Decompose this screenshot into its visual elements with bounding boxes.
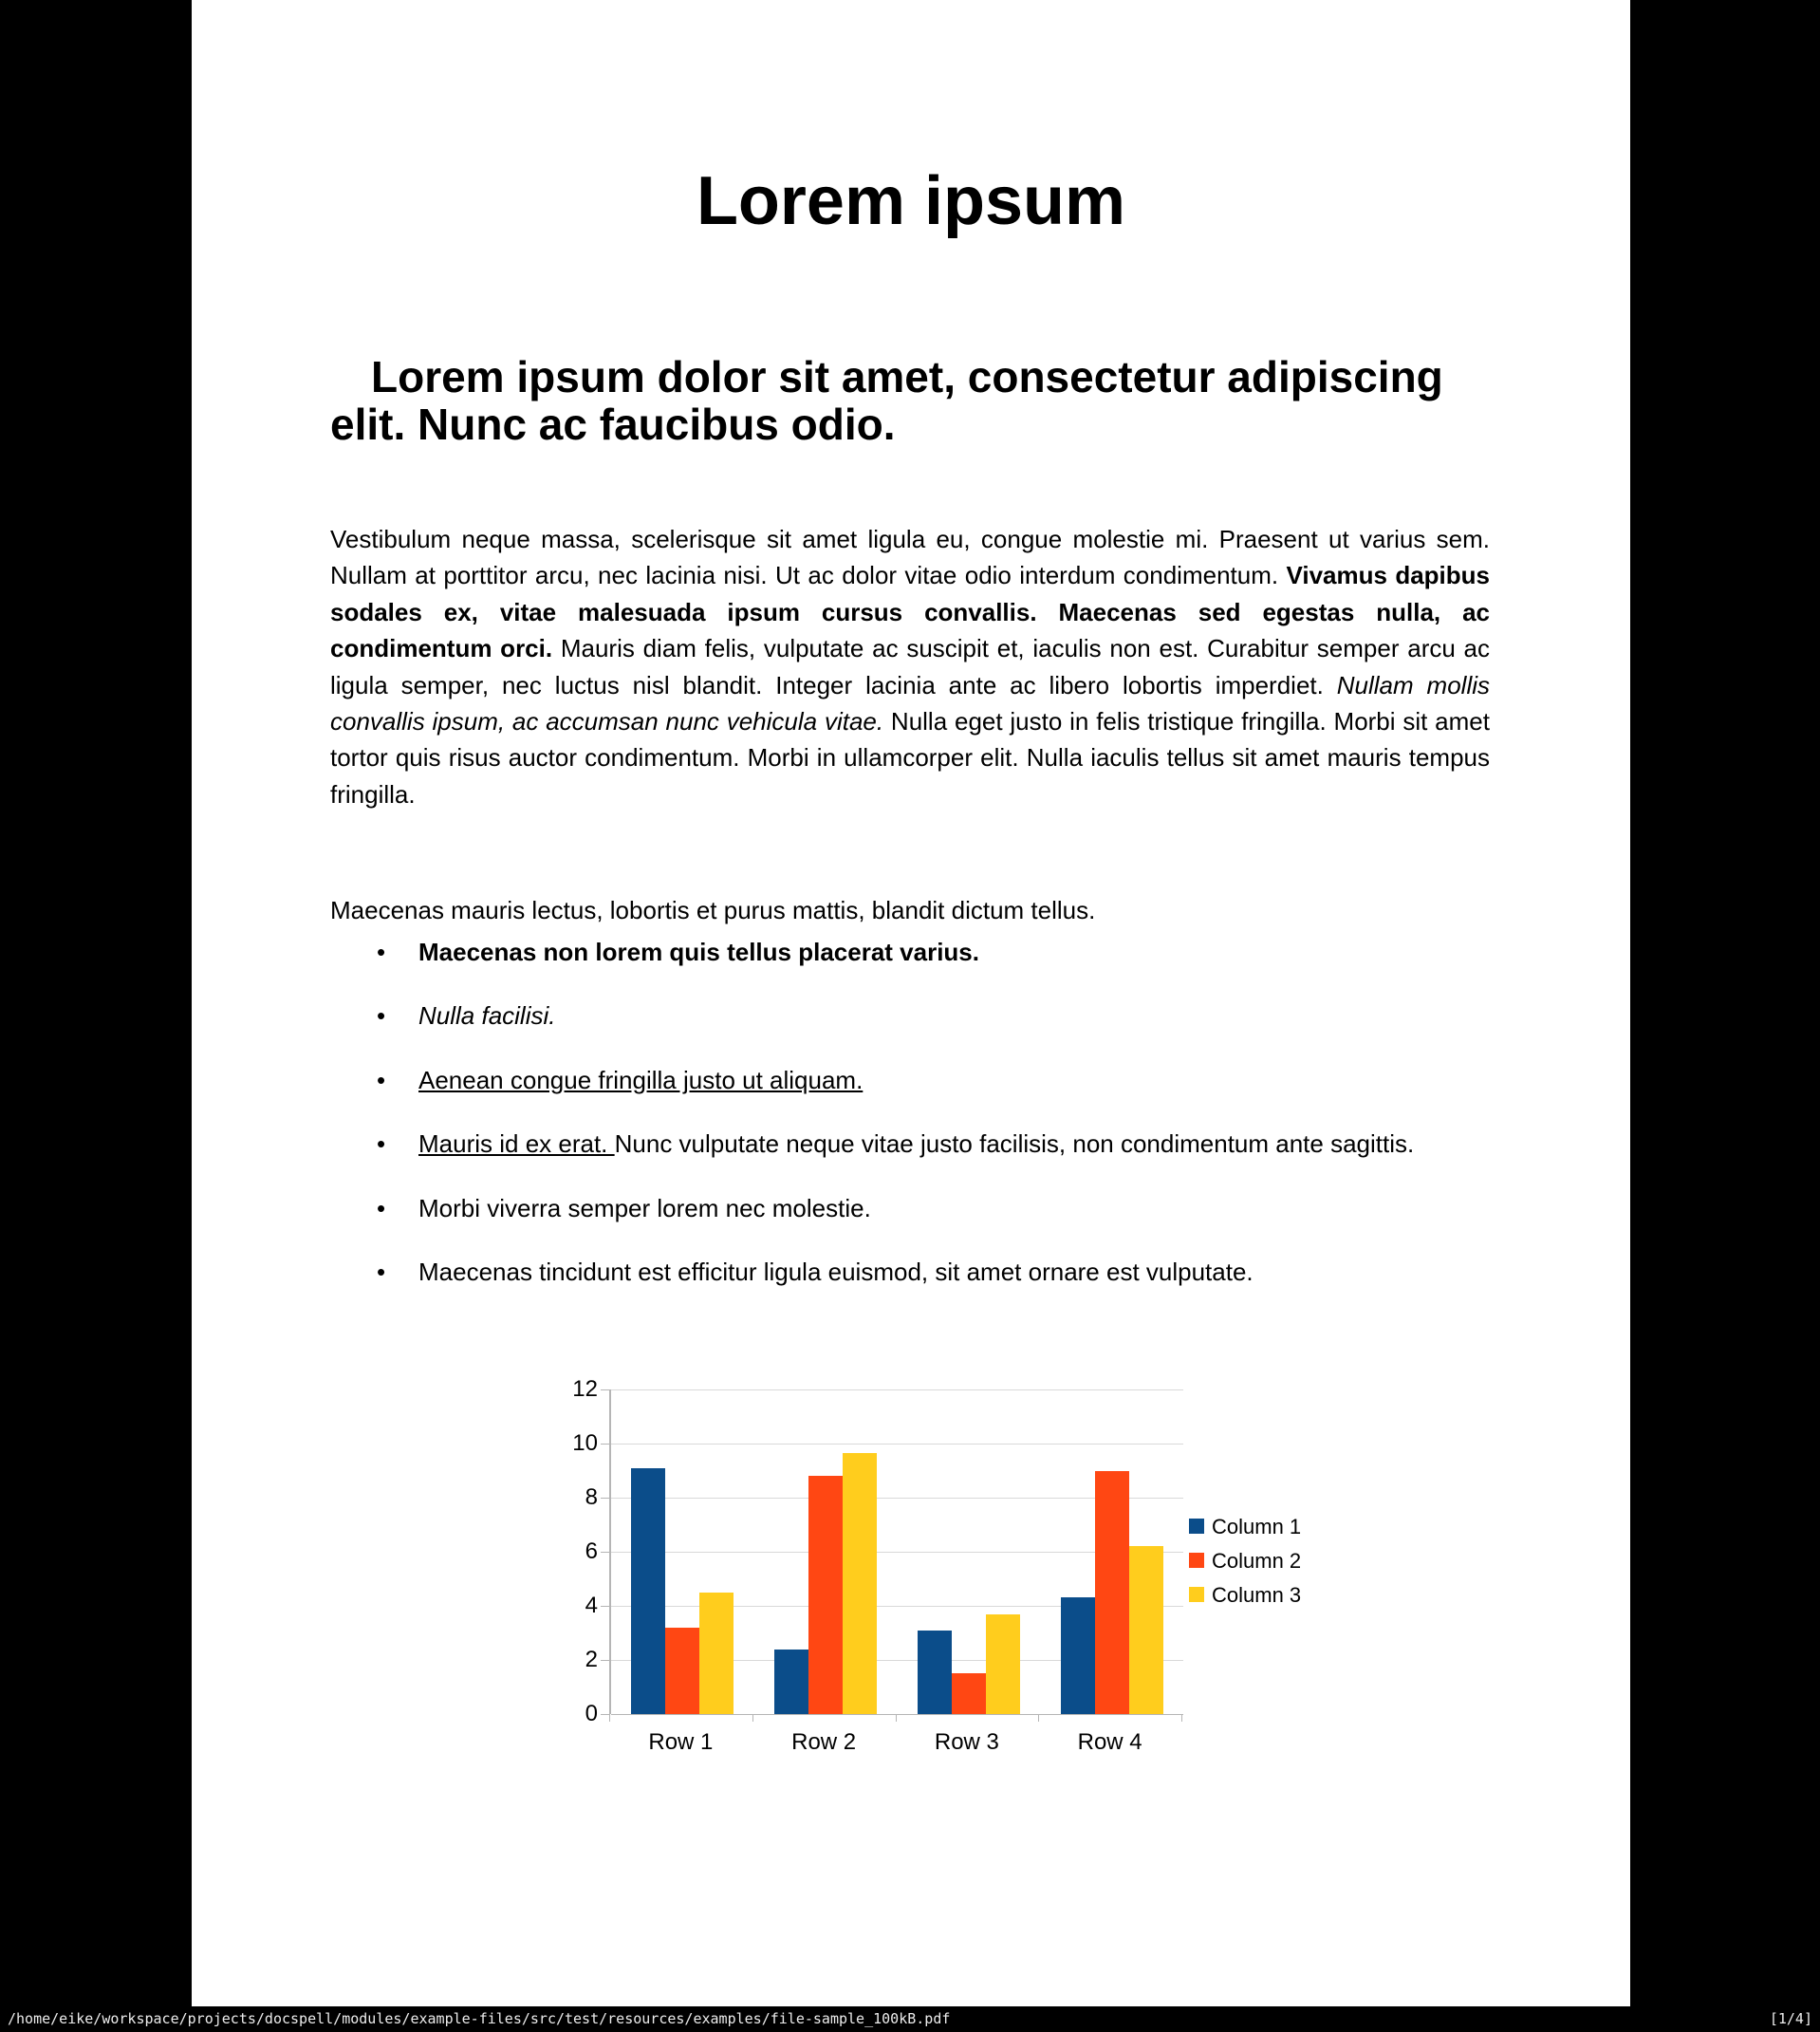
chart-x-category-label: Row 1 bbox=[648, 1729, 714, 1755]
chart-x-tick bbox=[1181, 1714, 1182, 1722]
list-item-underline-text: Aenean congue fringilla justo ut aliquam. bbox=[418, 1065, 864, 1094]
statusbar-page-indicator: [1/4] bbox=[1769, 2010, 1812, 2027]
chart-bar-row1-column1 bbox=[631, 1468, 665, 1714]
chart-bar-row3-column2 bbox=[952, 1673, 986, 1714]
chart-bar-row4-column3 bbox=[1129, 1546, 1163, 1714]
chart-bar-row2-column1 bbox=[774, 1650, 808, 1714]
chart-y-tick-label: 4 bbox=[585, 1593, 598, 1618]
list-item-text: Nunc vulputate neque vitae justo facilisis, non condimentum ante sagittis. bbox=[614, 1129, 1415, 1159]
chart-y-tick-label: 12 bbox=[572, 1376, 598, 1402]
list-item-text: Morbi viverra semper lorem nec molestie. bbox=[418, 1193, 871, 1222]
legend-label: Column 1 bbox=[1212, 1515, 1302, 1538]
chart-x-tick bbox=[752, 1714, 753, 1722]
chart-x-tick bbox=[1038, 1714, 1039, 1722]
chart-y-tick bbox=[601, 1714, 609, 1715]
paragraph-main bbox=[330, 521, 1490, 812]
chart-x-category-label: Row 3 bbox=[934, 1729, 999, 1755]
chart-gridline bbox=[611, 1606, 1183, 1607]
bullet-list bbox=[418, 934, 1490, 1317]
list-item bbox=[418, 1190, 1490, 1226]
chart-y-tick bbox=[601, 1606, 609, 1607]
paragraph-text: Nulla eget justo in felis tristique fringilla. Morbi sit amet tortor quis risus auctor condimentum. Morbi in ullamcorper elit. Nulla iaculis tellus sit amet mauris tempus fringilla. bbox=[330, 707, 1490, 809]
legend-label: Column 3 bbox=[1212, 1583, 1302, 1607]
legend-swatch-icon bbox=[1189, 1553, 1204, 1568]
list-item bbox=[418, 1062, 1490, 1098]
paragraph-text: Vestibulum neque massa, scelerisque sit amet ligula eu, congue molestie mi. Praesent ut varius sem. Nullam at porttitor arcu, nec lacinia nisi. Ut ac dolor vitae odio interdum condimentum. bbox=[330, 525, 1490, 590]
chart-y-tick-label: 6 bbox=[585, 1538, 598, 1564]
chart-y-tick-label: 2 bbox=[585, 1647, 598, 1672]
chart-y-tick-label: 8 bbox=[585, 1484, 598, 1510]
list-item-bold-text: Maecenas non lorem quis tellus placerat varius. bbox=[418, 938, 979, 966]
chart-bar-row2-column2 bbox=[808, 1476, 843, 1714]
list-item-italic-text: Nulla facilisi. bbox=[418, 1001, 556, 1031]
list-item bbox=[418, 997, 1490, 1034]
chart-y-tick bbox=[601, 1498, 609, 1499]
document-page[interactable] bbox=[192, 0, 1630, 2006]
chart-bar-row1-column2 bbox=[665, 1628, 699, 1714]
chart-y-tick-label: 10 bbox=[572, 1430, 598, 1456]
paragraph-bold-text: Vivamus dapibus sodales ex, vitae malesuada ipsum cursus convallis. Maecenas sed egestas nulla, ac condimentum orci. bbox=[330, 561, 1490, 663]
chart-x-tick bbox=[896, 1714, 897, 1722]
chart-x-category-label: Row 2 bbox=[791, 1729, 857, 1755]
chart-bar-row2-column3 bbox=[843, 1453, 877, 1714]
chart-bar-row3-column3 bbox=[986, 1614, 1020, 1714]
paragraph-list-intro: Maecenas mauris lectus, lobortis et purus mattis, blandit dictum tellus. bbox=[330, 896, 1096, 924]
chart-bar-row4-column1 bbox=[1061, 1597, 1095, 1714]
list-item bbox=[418, 1254, 1490, 1290]
chart-y-tick bbox=[601, 1660, 609, 1661]
paragraph-italic-text: Nullam mollis convallis ipsum, ac accumsan nunc vehicula vitae. bbox=[330, 670, 1490, 736]
statusbar-file-path: /home/eike/workspace/projects/docspell/modules/example-files/src/test/resources/examples/file-sample_100kB.pdf bbox=[8, 2010, 951, 2027]
list-item-underline-text: Mauris id ex erat. bbox=[418, 1129, 615, 1159]
chart-y-tick-label: 0 bbox=[585, 1701, 598, 1726]
legend-swatch-icon bbox=[1189, 1587, 1204, 1602]
list-item bbox=[418, 1126, 1490, 1162]
legend-label: Column 2 bbox=[1212, 1549, 1302, 1573]
chart-y-tick bbox=[601, 1389, 609, 1390]
document-subtitle: Lorem ipsum dolor sit amet, consectetur adipiscing elit. Nunc ac faucibus odio. bbox=[330, 352, 1443, 449]
chart-x-tick bbox=[609, 1714, 610, 1722]
chart-gridline bbox=[611, 1552, 1183, 1553]
chart-bar-row3-column1 bbox=[918, 1631, 952, 1714]
list-item bbox=[418, 934, 1490, 970]
statusbar bbox=[0, 2006, 1820, 2032]
document-title: Lorem ipsum bbox=[696, 163, 1126, 239]
list-item-text: Maecenas tincidunt est efficitur ligula euismod, sit amet ornare est vulputate. bbox=[418, 1258, 1254, 1287]
chart-plot-area bbox=[609, 1389, 1183, 1714]
chart-x-category-label: Row 4 bbox=[1077, 1729, 1142, 1755]
chart-y-tick bbox=[601, 1552, 609, 1553]
chart-gridline bbox=[611, 1389, 1183, 1390]
chart-bar-row4-column2 bbox=[1095, 1471, 1129, 1715]
chart-gridline bbox=[611, 1660, 1183, 1661]
chart-gridline bbox=[611, 1498, 1183, 1499]
chart-bar-row1-column3 bbox=[699, 1593, 734, 1714]
chart-gridline bbox=[611, 1444, 1183, 1445]
paragraph-text: Mauris diam felis, vulputate ac suscipit et, iaculis non est. Curabitur semper arcu ac ligula semper, nec luctus nisl blandit. Integer lacinia ante ac libero lobortis imperdiet. bbox=[330, 634, 1491, 699]
chart-y-tick bbox=[601, 1444, 609, 1445]
chart-gridline bbox=[611, 1714, 1183, 1715]
legend-swatch-icon bbox=[1189, 1519, 1204, 1534]
